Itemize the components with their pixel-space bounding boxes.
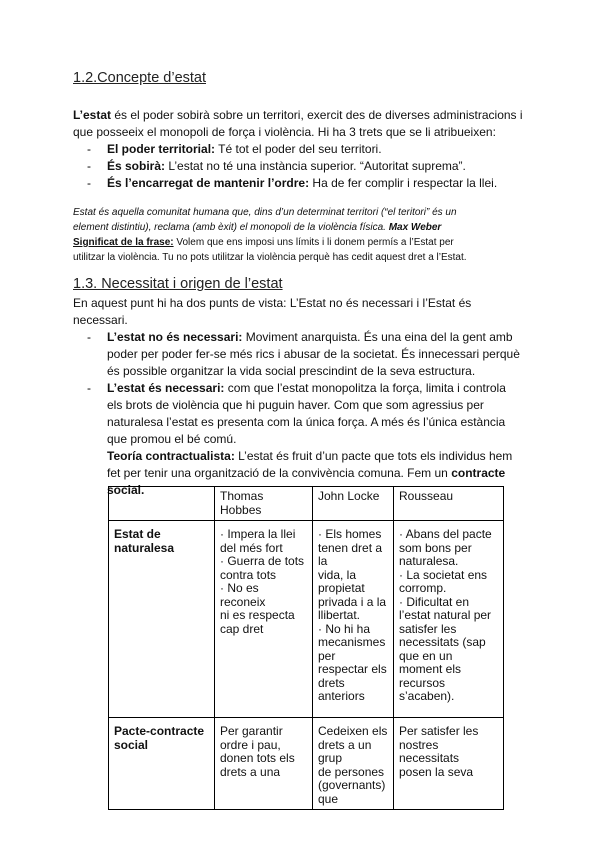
table-cell-hobbes-pacte: Per garantir ordre i pau, donen tots els drets a una [215, 718, 313, 810]
intro-paragraph-line-2: que posseeix el monopoli de força i violència. Hi ha 3 trets que se li atribueixen: [73, 125, 496, 139]
quote-author: Max Weber [388, 222, 442, 233]
table-cell-hobbes-naturalesa: · Impera la llei del més fort · Guerra de tots contra tots · No es reconeix ni es respecta cap dret [215, 521, 313, 718]
meaning-label: Significat de la frase: [73, 237, 174, 248]
table-header-cell: John Locke [313, 487, 394, 521]
view-necessary: L’estat és necessari: com que l’estat monopolitza la força, limita i controla els brots de violència que hi puguin haver. Com que som agressius per naturalesa l’estat es presenta com la única força. A més és l’única estància que promou el bé comú. Teoría contractualista: L’estat és fruit d’un pacte que tots els individus hem fet per tenir una organització de la convivència comuna. Fem un contracte social. [107, 381, 513, 497]
bullet-dash: - [87, 159, 91, 173]
section-heading-necessitat: 1.3. Necessitat i origen de l’estat [73, 276, 283, 292]
table-cell-locke-pacte: Cedeixen els drets a un grup de persones (governants) que [313, 718, 394, 810]
row-label-pacte-contracte: Pacte-contracte social [109, 718, 215, 810]
trait-item: És l’encarregat de mantenir l’ordre: Ha de fer complir i respectar la llei. [107, 176, 498, 190]
intro-paragraph-line-1: L’estat és el poder sobirà sobre un territori, exercit des de diverses administracions i [73, 108, 523, 122]
table-row [109, 521, 504, 718]
trait-item: És sobirà: L’estat no té una instància superior. “Autoritat suprema”. [107, 159, 466, 173]
trait-item: El poder territorial: Té tot el poder del seu territori. [107, 142, 382, 156]
weber-quote: Estat és aquella comunitat humana que, dins d’un determinat territori (“el teritori” és un element distintiu), reclama (amb èxit) el monopoli de la violència física. Max Weber Significat de la frase: Volem que ens imposi uns límits i li donem permís a l’Estat per utilitzar la violència. Tu no pots utilitzar la violència perquè has cedit aquest dret a l’Estat. [73, 207, 467, 263]
table-header-row [109, 487, 504, 521]
view-not-necessary: L’estat no és necessari: Moviment anarquista. És una eina del la gent amb poder per poder fer-se més rics i abusar de la societat. És innecessari perquè és possible organitzar la vida social prescindint de la seva estructura. [107, 330, 520, 378]
section-heading-concepte: 1.2.Concepte d’estat [73, 70, 207, 86]
table-cell-rousseau-naturalesa: · Abans del pacte som bons per naturalesa. · La societat ens corromp. · Dificultat en l’estat natural per satisfer les necessitats (sap que en un moment els recursos s’acaben). [394, 521, 504, 718]
theory-term: Teoría contractualista: [107, 449, 235, 463]
section2-intro-line-1: En aquest punt hi ha dos punts de vista: L’Estat no és necessari i l’Estat és [73, 296, 472, 310]
table-cell-locke-naturalesa: · Els homes tenen dret a la vida, la propietat privada i a la llibertat. · No hi ha mecanismes per respectar els drets anteriors [313, 521, 394, 718]
table-header-cell [109, 487, 215, 521]
intro-term: L’estat [73, 108, 112, 122]
table-row [109, 718, 504, 810]
section2-intro-line-2: necessari. [73, 313, 128, 327]
bullet-dash: - [87, 330, 91, 344]
row-label-estat-naturalesa: Estat de naturalesa [109, 521, 215, 718]
bullet-dash: - [87, 381, 91, 395]
table-header-cell: Thomas Hobbes [215, 487, 313, 521]
table-header-cell: Rousseau [394, 487, 504, 521]
bullet-dash: - [87, 176, 91, 190]
bullet-dash: - [87, 142, 91, 156]
contractualist-table [108, 486, 504, 810]
table-cell-rousseau-pacte: Per satisfer les nostres necessitats posen la seva [394, 718, 504, 810]
